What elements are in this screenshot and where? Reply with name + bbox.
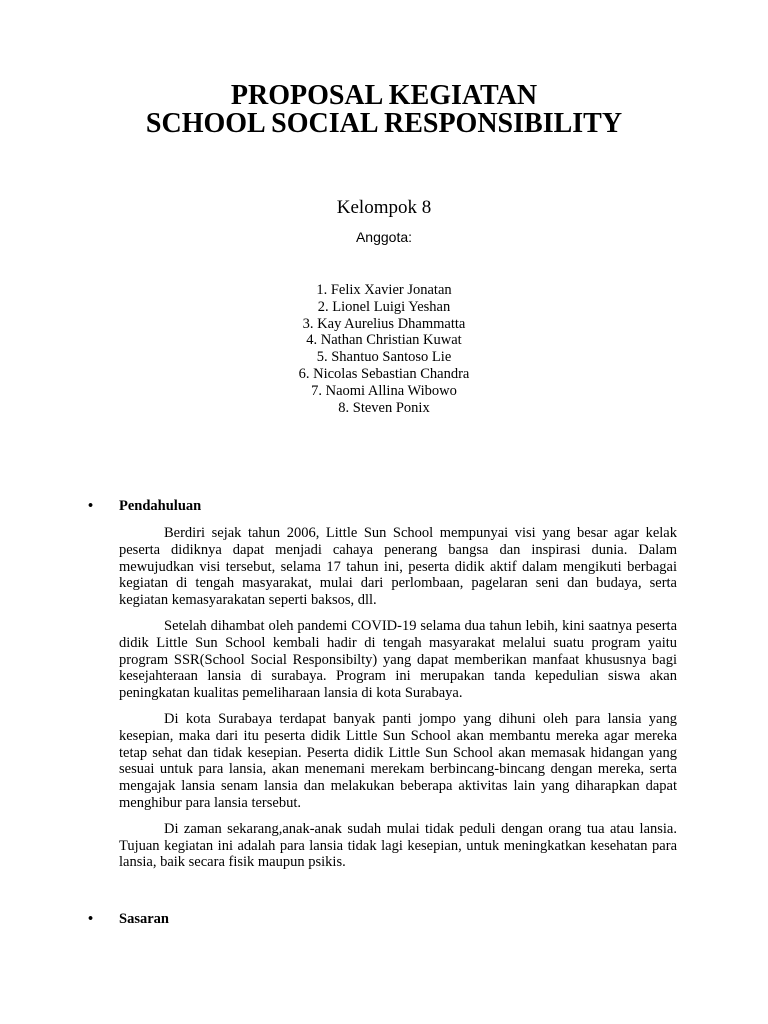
- member-item: 2. Lionel Luigi Yeshan: [317, 298, 451, 315]
- section-heading-label: Sasaran: [119, 911, 169, 927]
- member-item: 5. Shantuo Santoso Lie: [316, 349, 452, 366]
- group-name: Kelompok 8: [336, 197, 432, 218]
- body-paragraph: Di kota Surabaya terdapat banyak panti jompo yang dihuni oleh para lansia yang kesepian, maka dari itu peserta didik Little Sun School akan membantu mereka agar mereka tetap sehat dan tidak kesepian. Peserta didik Little Sun School akan memasak hidangan yang sesuai untuk para lansia, akan menemani merekam berbincang-bincang dengan mereka, serta mengajak lansia senam lansia dan melakukan beberapa aktivitas lain yang diharapkan dapat menghibur para lansia tersebut.: [119, 710, 677, 811]
- body-paragraph: Di zaman sekarang,anak-anak sudah mulai tidak peduli dengan orang tua atau lansia. Tujuan kegiatan ini adalah para lansia tidak lagi kesepian, untuk meningkatkan kesehatan para lansia, baik secara fisik maupun psikis.: [119, 820, 677, 871]
- body-paragraph: Berdiri sejak tahun 2006, Little Sun School mempunyai visi yang besar agar kelak peserta didiknya dapat menjadi cahaya penerang bangsa dan inspirasi dunia. Dalam mewujudkan visi tersebut, selama 17 tahun ini, peserta didik aktif dalam mengikuti berbagai kegiatan di tengah masyarakat, mulai dari perlombaan, pagelaran seni dan budaya, serta kegiatan kemasyarakatan seperti baksos, dll.: [119, 525, 677, 609]
- document-title-line-1: PROPOSAL KEGIATAN: [230, 80, 538, 111]
- member-item: 1. Felix Xavier Jonatan: [316, 282, 452, 298]
- member-item: 4. Nathan Christian Kuwat: [306, 332, 462, 349]
- member-item: 6. Nicolas Sebastian Chandra: [298, 365, 470, 382]
- bullet-icon: •: [88, 911, 94, 927]
- section-heading-pendahuluan: [88, 497, 201, 515]
- members-list: [0, 282, 768, 416]
- document-title-line-2: SCHOOL SOCIAL RESPONSIBILITY: [145, 108, 623, 139]
- section-body-pendahuluan: [119, 525, 677, 880]
- section-heading-label: Pendahuluan: [119, 498, 202, 514]
- member-item: 8. Steven Ponix: [338, 399, 430, 416]
- section-heading-sasaran: [88, 910, 169, 928]
- member-item: 7. Naomi Allina Wibowo: [311, 382, 457, 399]
- body-paragraph: Setelah dihambat oleh pandemi COVID-19 selama dua tahun lebih, kini saatnya peserta didik Little Sun School kembali hadir di tengah masyarakat melalui suatu program yaitu program SSR(School Social Responsibilty) yang dapat memberikan manfaat khususnya bagi kesejahteraan lansia di surabaya. Program ini merupakan tanda kepedulian siswa akan peningkatan kualitas pemeliharaan lansia di kota Surabaya.: [119, 617, 677, 702]
- members-label: Anggota:: [355, 229, 413, 245]
- bullet-icon: •: [88, 498, 94, 514]
- member-item: 3. Kay Aurelius Dhammatta: [302, 315, 466, 332]
